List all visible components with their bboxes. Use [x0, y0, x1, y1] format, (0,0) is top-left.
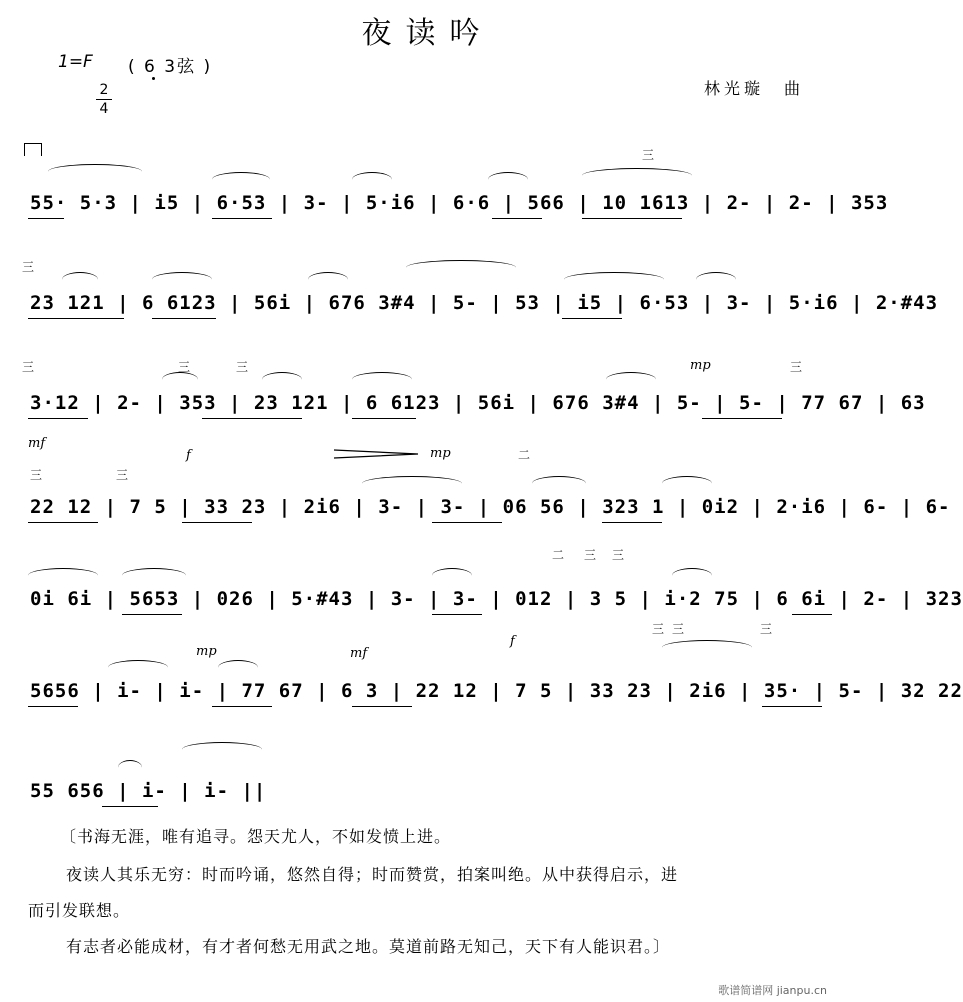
lyric-text-line-4: 有志者必能成材，有才者何愁无用武之地。莫道前路无知己，天下有人能识君。〕	[66, 937, 671, 956]
san-mark: 三	[22, 360, 35, 374]
dynamic-mark: mf	[350, 646, 368, 661]
san-mark: 三	[612, 548, 625, 562]
slur	[532, 476, 586, 491]
slur	[564, 272, 664, 287]
key-signature: 1=F	[58, 52, 93, 72]
meter-bar	[96, 99, 112, 100]
underline	[28, 418, 88, 419]
san-mark: 三	[178, 360, 191, 374]
slur	[662, 476, 712, 491]
notes-line-2: 23 121 | 6 6123 | 56i | 676 3#4 | 5- | 53 | i5 | 6·53 | 3- | 5·i6 | 2·#43	[30, 292, 939, 314]
score-line-2	[22, 260, 939, 318]
underline	[28, 706, 78, 707]
notes-line-7: 55 656 | i- | i- ||	[30, 780, 267, 802]
underline	[122, 614, 182, 615]
slur	[406, 260, 516, 275]
underline	[432, 522, 502, 523]
slur	[182, 742, 262, 757]
underline	[432, 614, 482, 615]
lyric-text-line-2: 夜读人其乐无穷：时而吟诵，悠然自得；时而赞赏，拍案叫绝。从中获得启示，进	[66, 865, 679, 884]
san-mark: 三	[236, 360, 249, 374]
san-mark: 三	[790, 360, 803, 374]
slur	[48, 164, 142, 179]
slur	[118, 760, 142, 775]
slur	[152, 272, 212, 287]
dynamic-mark: mp	[690, 358, 711, 373]
slur	[488, 172, 528, 187]
time-signature	[93, 82, 115, 117]
san-mark: 三	[760, 622, 773, 636]
dynamic-mark: mp	[196, 644, 217, 659]
dynamic-mark: f	[186, 448, 191, 463]
slur	[582, 168, 692, 183]
underline	[28, 218, 64, 219]
notes-line-6: 5656 | i- | i- | 77 67 | 6 3 | 22 12 | 7 5 | 33 23 | 2i6 | 35· | 5- | 32 22	[30, 680, 963, 702]
underline	[152, 318, 216, 319]
underline	[212, 218, 272, 219]
dynamic-mark: mp	[430, 446, 451, 461]
underline	[28, 318, 124, 319]
underline	[562, 318, 622, 319]
slur	[162, 372, 198, 387]
lyric-text-line-1: 〔书海无涯，唯有追寻。怨天尤人，不如发愤上进。	[60, 827, 452, 846]
slur	[432, 568, 472, 583]
san-mark: 三	[116, 468, 129, 482]
page-title: 夜读吟	[361, 16, 494, 51]
underline	[352, 418, 416, 419]
slur	[352, 372, 412, 387]
dynamic-mark: mf	[28, 436, 46, 451]
meter-bottom: 4	[99, 101, 109, 117]
dynamic-mark: f	[510, 634, 515, 649]
underline	[702, 418, 782, 419]
score-line-1	[22, 148, 889, 218]
underline	[212, 706, 272, 707]
underline	[602, 522, 662, 523]
slur	[262, 372, 302, 387]
underline	[352, 706, 412, 707]
underline	[762, 706, 822, 707]
san-mark: 三	[642, 148, 655, 162]
composer: 林光璇 曲	[704, 79, 805, 98]
notes-line-3: 3·12 | 2- | 353 | 23 121 | 6 6123 | 56i | 676 3#4 | 5- | 5- | 77 67 | 63	[30, 392, 926, 414]
slur	[308, 272, 348, 287]
tuning-note: ( 6 3弦 )	[128, 57, 213, 77]
slur	[662, 640, 752, 655]
tuning-dot	[152, 77, 155, 80]
section-bracket	[24, 143, 42, 156]
slur	[28, 568, 98, 583]
lyric-text-line-3: 而引发联想。	[28, 901, 131, 920]
san-mark: 三	[652, 622, 665, 636]
notes-line-4: 22 12 | 7 5 | 33 23 | 2i6 | 3- | 3- | 06 56 | 323 1 | 0i2 | 2·i6 | 6- | 6-	[30, 496, 951, 518]
slur	[352, 172, 392, 187]
san-mark: 三	[22, 260, 35, 274]
notes-line-5: 0i 6i | 5653 | 026 | 5·#43 | 3- | 3- | 012 | 3 5 | i·2 75 | 6 6i | 2- | 323	[30, 588, 963, 610]
slur	[672, 568, 712, 583]
underline	[492, 218, 542, 219]
slur	[122, 568, 186, 583]
slur	[212, 172, 270, 187]
san-mark: 二	[518, 448, 531, 462]
san-mark: 二	[552, 548, 565, 562]
slur	[606, 372, 656, 387]
notes-line-1: 55· 5·3 | i5 | 6·53 | 3- | 5·i6 | 6·6 | 566 | 10 1613 | 2- | 2- | 353	[30, 192, 889, 214]
underline	[102, 806, 158, 807]
score-line-3	[22, 358, 926, 418]
score-line-7	[22, 760, 832, 806]
slur	[62, 272, 98, 287]
underline	[182, 522, 252, 523]
underline	[28, 522, 98, 523]
san-mark: 三	[672, 622, 685, 636]
slur	[218, 660, 258, 675]
watermark: 歌谱简谱网 jianpu.cn	[718, 984, 827, 997]
slur	[108, 660, 168, 675]
meter-top: 2	[99, 82, 109, 98]
underline	[202, 418, 302, 419]
san-mark: 三	[584, 548, 597, 562]
slur	[362, 476, 462, 491]
underline	[792, 614, 832, 615]
diminuendo-hairpin	[334, 449, 418, 459]
underline	[582, 218, 682, 219]
slur	[696, 272, 736, 287]
score-line-5	[22, 548, 963, 614]
san-mark: 三	[30, 468, 43, 482]
